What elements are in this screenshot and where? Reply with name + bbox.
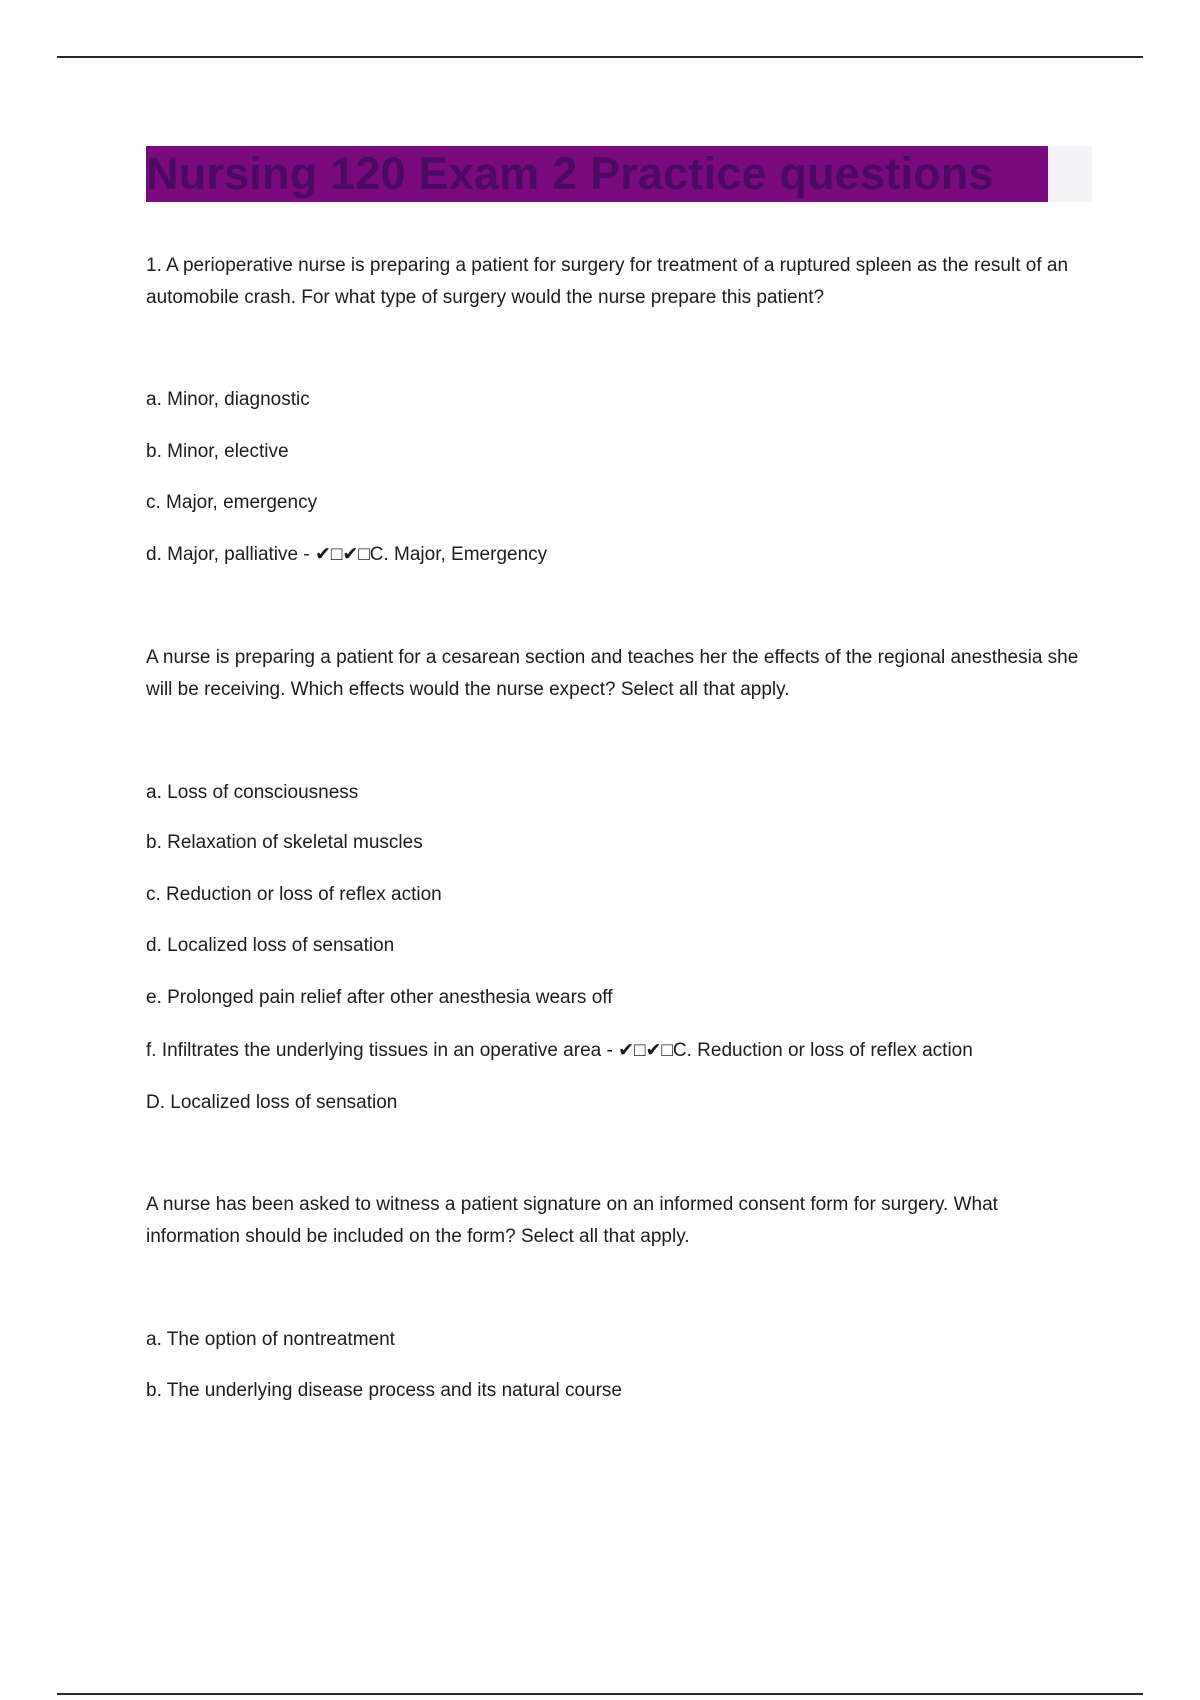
question-1-option-a: a. Minor, diagnostic — [146, 389, 310, 410]
question-2-option-c: c. Reduction or loss of reflex action — [146, 884, 442, 905]
question-2-option-d: d. Localized loss of sensation — [146, 935, 395, 956]
page-top-rule — [57, 56, 1143, 58]
question-3-option-b: b. The underlying disease process and its natural course — [146, 1380, 622, 1401]
question-1-option-c: c. Major, emergency — [146, 492, 318, 513]
question-2-option-a: a. Loss of consciousness — [146, 782, 359, 803]
question-2-option-f-answer: f. Infiltrates the underlying tissues in an operative area - ✔□✔□C. Reduction or loss of reflex action — [146, 1040, 973, 1061]
title-highlight — [146, 146, 1048, 202]
question-1-option-d-answer: d. Major, palliative - ✔□✔□C. Major, Emergency — [146, 544, 548, 565]
page-bottom-rule — [57, 1693, 1143, 1695]
title-banner — [146, 146, 1092, 202]
question-1-option-b: b. Minor, elective — [146, 441, 289, 462]
document-title: Nursing 120 Exam 2 Practice questions — [146, 148, 994, 199]
question-3-stem: A nurse has been asked to witness a patient signature on an informed consent form for surgery. What information should be included on the form? Select all that apply. — [146, 1194, 998, 1247]
question-2-option-b: b. Relaxation of skeletal muscles — [146, 832, 423, 853]
question-2-option-e: e. Prolonged pain relief after other anesthesia wears off — [146, 987, 613, 1008]
question-3-option-a: a. The option of nontreatment — [146, 1329, 395, 1350]
question-1-stem: 1. A perioperative nurse is preparing a patient for surgery for treatment of a ruptured spleen as the result of an automobile crash. For what type of surgery would the nurse prepare this patient? — [146, 255, 1069, 308]
question-2-stem: A nurse is preparing a patient for a cesarean section and teaches her the effects of the regional anesthesia she will be receiving. Which effects would the nurse expect? Select all that apply. — [146, 647, 1079, 700]
question-2-answer-continued: D. Localized loss of sensation — [146, 1092, 398, 1113]
